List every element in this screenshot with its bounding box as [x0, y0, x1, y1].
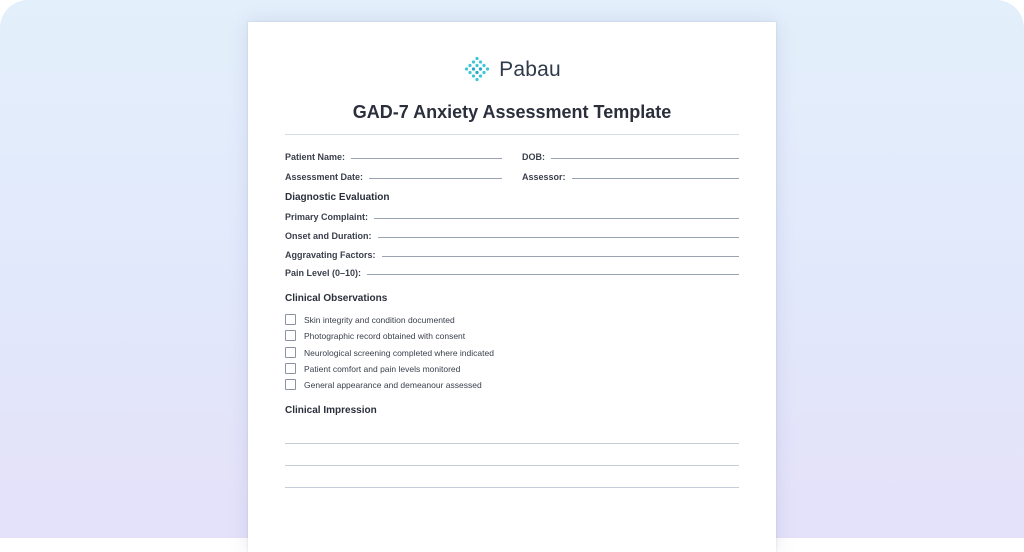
assessment-date-line[interactable] [369, 178, 502, 179]
pain-level-field[interactable] [285, 268, 739, 278]
observation-item[interactable] [285, 347, 494, 358]
observation-label: Skin integrity and condition documented [304, 314, 455, 325]
impression-line[interactable] [285, 465, 739, 466]
checkbox[interactable] [285, 314, 296, 325]
assessment-date-label: Assessment Date: [285, 172, 364, 182]
impression-line[interactable] [285, 487, 739, 488]
document-title: GAD-7 Anxiety Assessment Template [352, 102, 672, 122]
assessor-line[interactable] [572, 178, 739, 179]
observation-label: Neurological screening completed where indicated [304, 347, 494, 358]
observations-heading: Clinical Observations [285, 293, 388, 304]
observation-label: Patient comfort and pain levels monitored [304, 363, 461, 374]
aggravating-factors-line[interactable] [382, 256, 739, 257]
onset-duration-field[interactable] [285, 231, 739, 241]
assessor-label: Assessor: [522, 172, 566, 182]
primary-complaint-field[interactable] [285, 212, 739, 222]
patient-name-label: Patient Name: [285, 152, 346, 162]
checkbox[interactable] [285, 379, 296, 390]
observation-label: Photographic record obtained with consent [304, 330, 466, 341]
aggravating-factors-label: Aggravating Factors: [285, 250, 376, 260]
observation-item[interactable] [285, 330, 465, 341]
checkbox[interactable] [285, 363, 296, 374]
checkbox[interactable] [285, 347, 296, 358]
diagnostic-heading: Diagnostic Evaluation [285, 192, 390, 203]
assessment-form-sheet [248, 22, 776, 552]
observation-item[interactable] [285, 363, 460, 374]
observation-item[interactable] [285, 314, 455, 325]
assessor-field[interactable] [522, 172, 739, 182]
primary-complaint-label: Primary Complaint: [285, 212, 369, 222]
pain-level-line[interactable] [367, 274, 739, 275]
observation-label: General appearance and demeanour assessed [304, 379, 482, 390]
brand-header [248, 55, 776, 85]
dob-label: DOB: [522, 152, 545, 162]
brand-name: Pabau [499, 58, 561, 81]
onset-duration-line[interactable] [378, 237, 739, 238]
pain-level-label: Pain Level (0–10): [285, 268, 362, 278]
observation-item[interactable] [285, 379, 482, 390]
patient-name-line[interactable] [351, 158, 502, 159]
checkbox[interactable] [285, 330, 296, 341]
title-divider [285, 134, 739, 135]
primary-complaint-line[interactable] [374, 218, 739, 219]
aggravating-factors-field[interactable] [285, 250, 739, 260]
dob-line[interactable] [551, 158, 739, 159]
assessment-date-field[interactable] [285, 172, 502, 182]
onset-duration-label: Onset and Duration: [285, 231, 372, 241]
impression-line[interactable] [285, 443, 739, 444]
patient-name-field[interactable] [285, 152, 502, 162]
dob-field[interactable] [522, 152, 739, 162]
impression-heading: Clinical Impression [285, 405, 377, 416]
diamond-dots-icon [463, 56, 491, 84]
